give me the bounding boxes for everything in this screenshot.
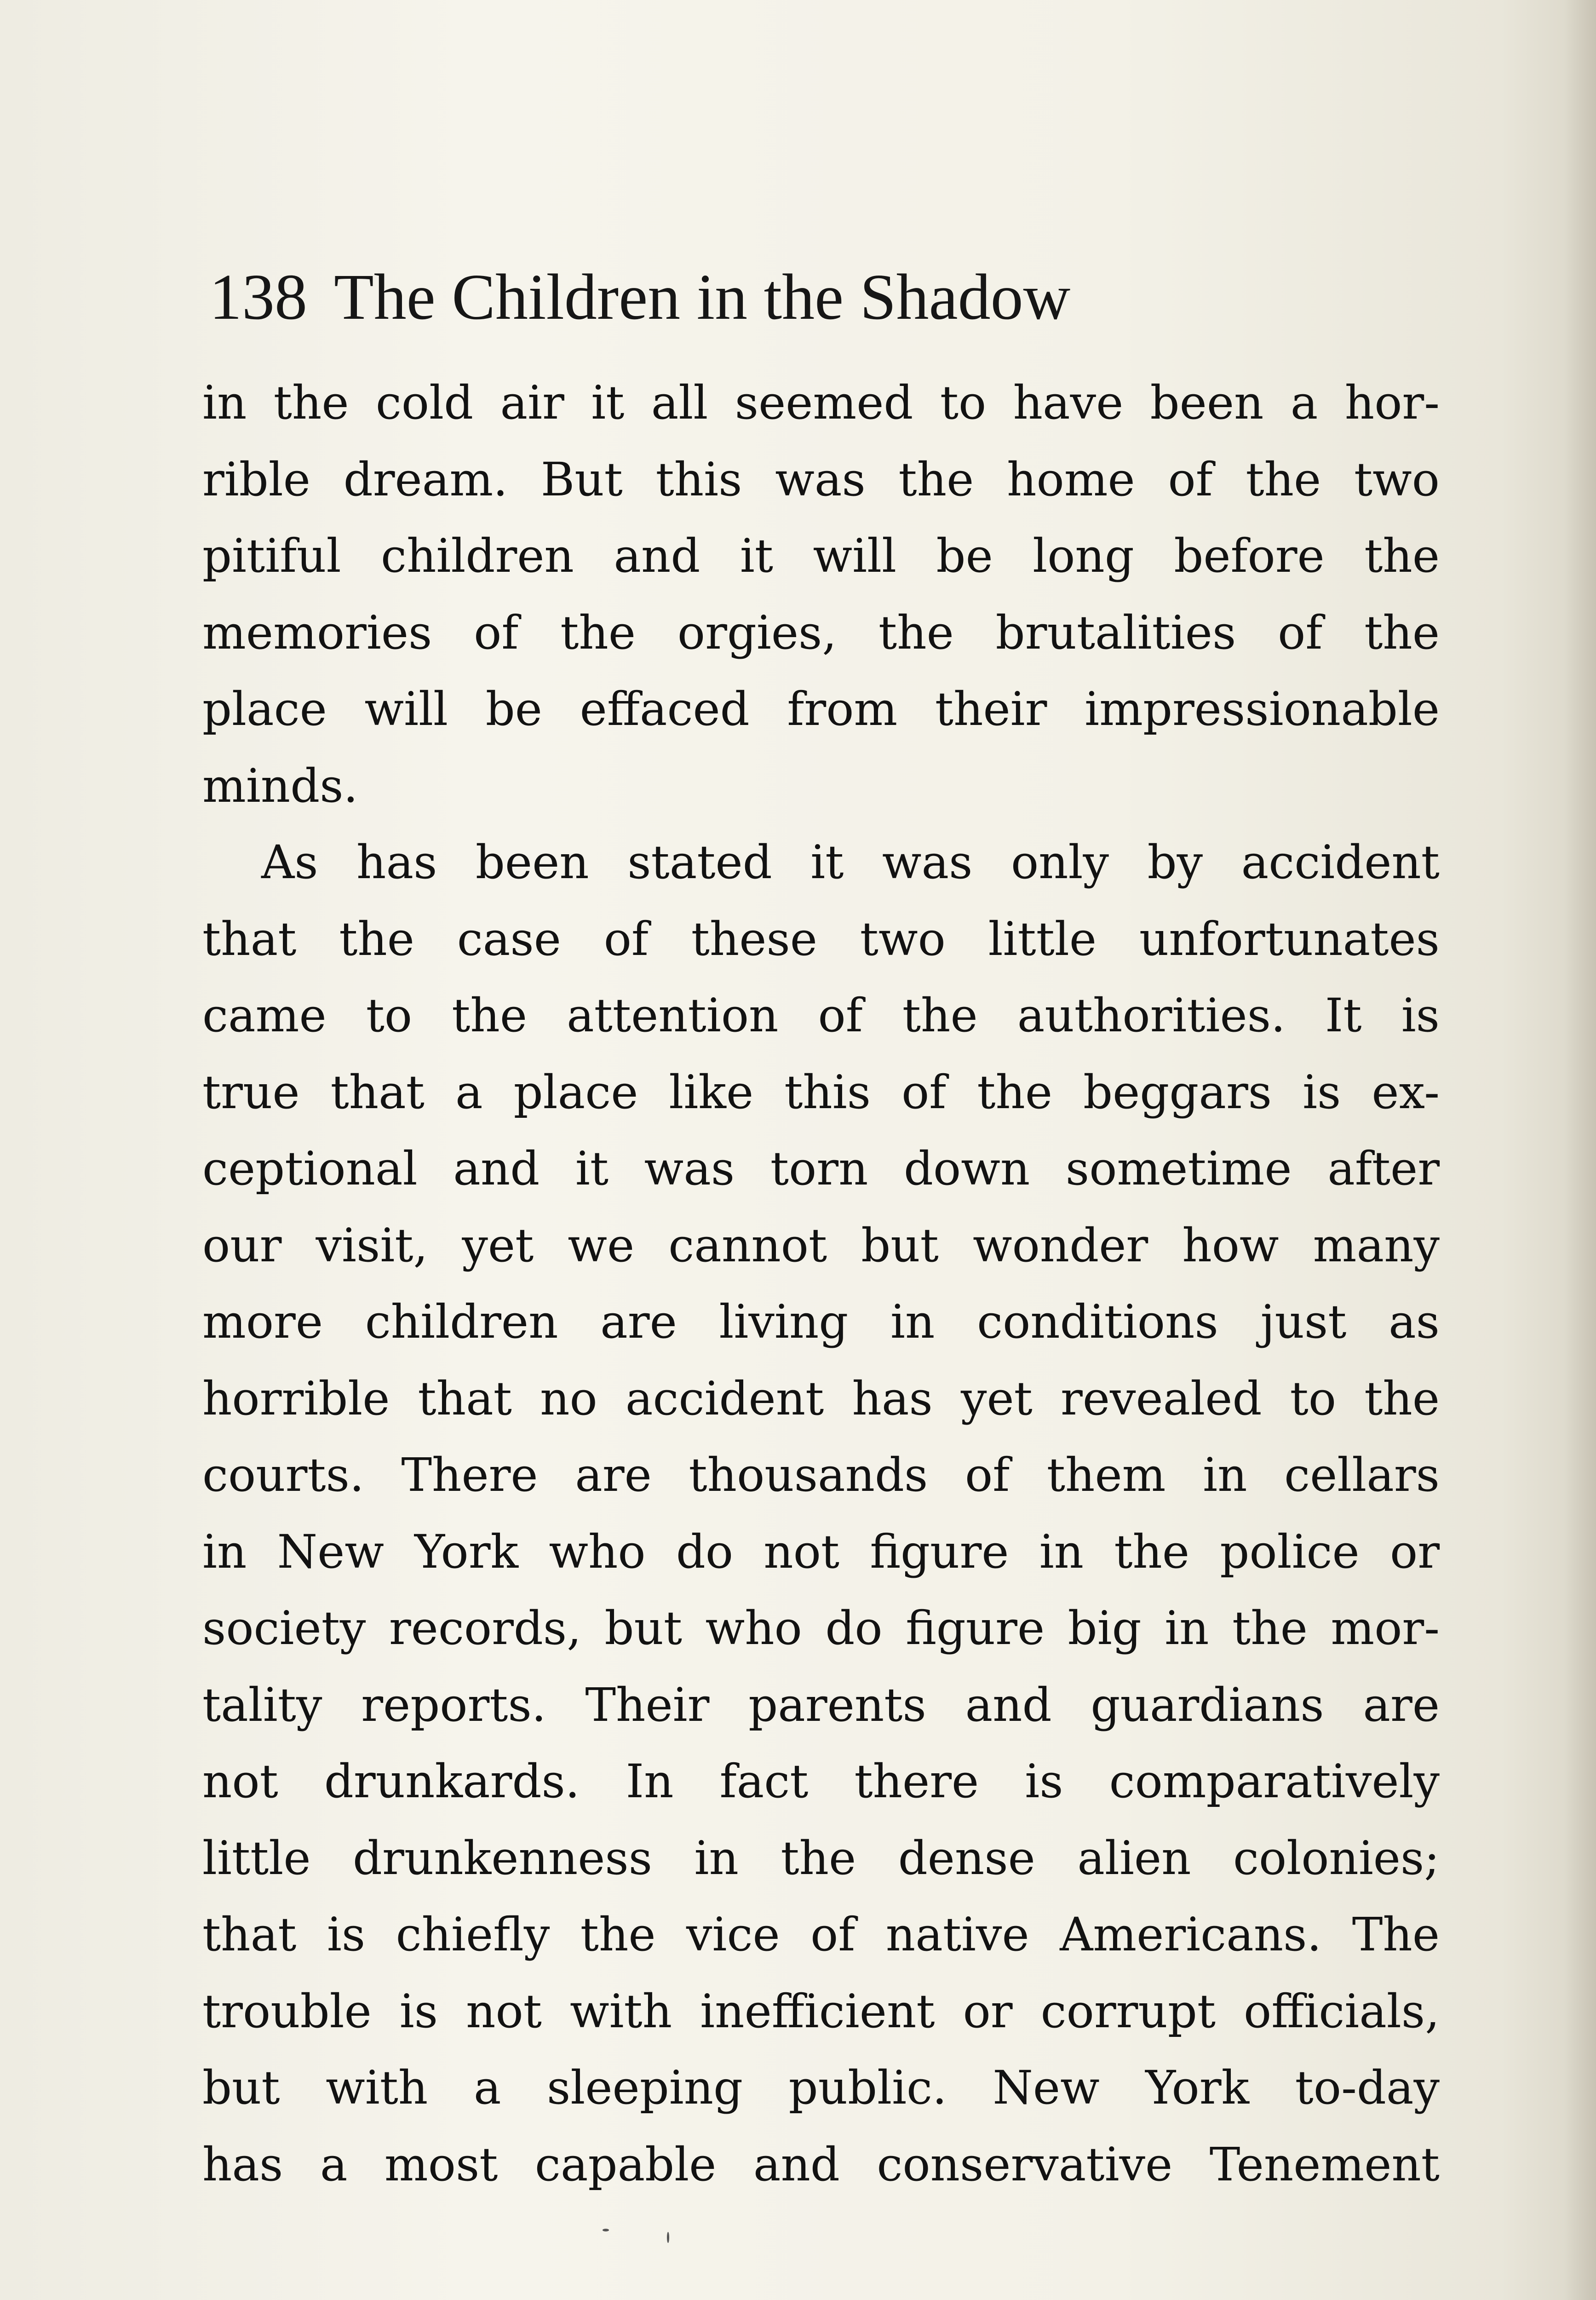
- text-line: horrible that no accident has yet revealed to the: [202, 1371, 1440, 1426]
- text-line: little drunkenness in the dense alien colonies;: [202, 1831, 1440, 1885]
- text-line: has a most capable and conservative Tenement: [202, 2137, 1440, 2191]
- text-line: courts. There are thousands of them in cellars: [202, 1448, 1440, 1502]
- text-line: pitiful children and it will be long before the: [202, 529, 1440, 583]
- text-line: true that a place like this of the beggars is ex-: [202, 1065, 1440, 1119]
- page-edge-shadow: [1564, 0, 1596, 2300]
- text-line: our visit, yet we cannot but wonder how many: [202, 1218, 1440, 1272]
- text-line: memories of the orgies, the brutalities of the: [202, 605, 1440, 660]
- text-line: more children are living in conditions just as: [202, 1295, 1440, 1349]
- text-line: rible dream. But this was the home of the two: [202, 452, 1440, 506]
- text-line: ceptional and it was torn down sometime after: [202, 1142, 1440, 1196]
- text-line: tality reports. Their parents and guardians are: [202, 1678, 1440, 1732]
- text-line: minds.: [202, 759, 358, 813]
- paper-speck: [603, 2229, 609, 2231]
- text-line: place will be effaced from their impressionable: [202, 682, 1440, 736]
- paper-speck: [667, 2232, 669, 2243]
- text-line: in New York who do not figure in the police or: [202, 1524, 1440, 1579]
- running-title: The Children in the Shadow: [334, 260, 1071, 333]
- text-line: trouble is not with inefficient or corrupt officials,: [202, 1984, 1440, 2038]
- text-line: As has been stated it was only by accident: [261, 835, 1440, 889]
- text-line: that the case of these two little unfortunates: [202, 912, 1440, 966]
- text-line: came to the attention of the authorities. It is: [202, 989, 1440, 1042]
- text-line: that is chiefly the vice of native Americans. The: [202, 1908, 1440, 1961]
- page-number: 138: [209, 260, 307, 333]
- body-text: [202, 365, 1440, 2203]
- text-line: not drunkards. In fact there is comparatively: [202, 1754, 1440, 1808]
- text-line: society records, but who do figure big in the mor-: [202, 1601, 1440, 1655]
- running-header: [209, 258, 1070, 336]
- text-line: but with a sleeping public. New York to-day: [202, 2061, 1440, 2115]
- text-line: in the cold air it all seemed to have been a hor-: [202, 376, 1440, 430]
